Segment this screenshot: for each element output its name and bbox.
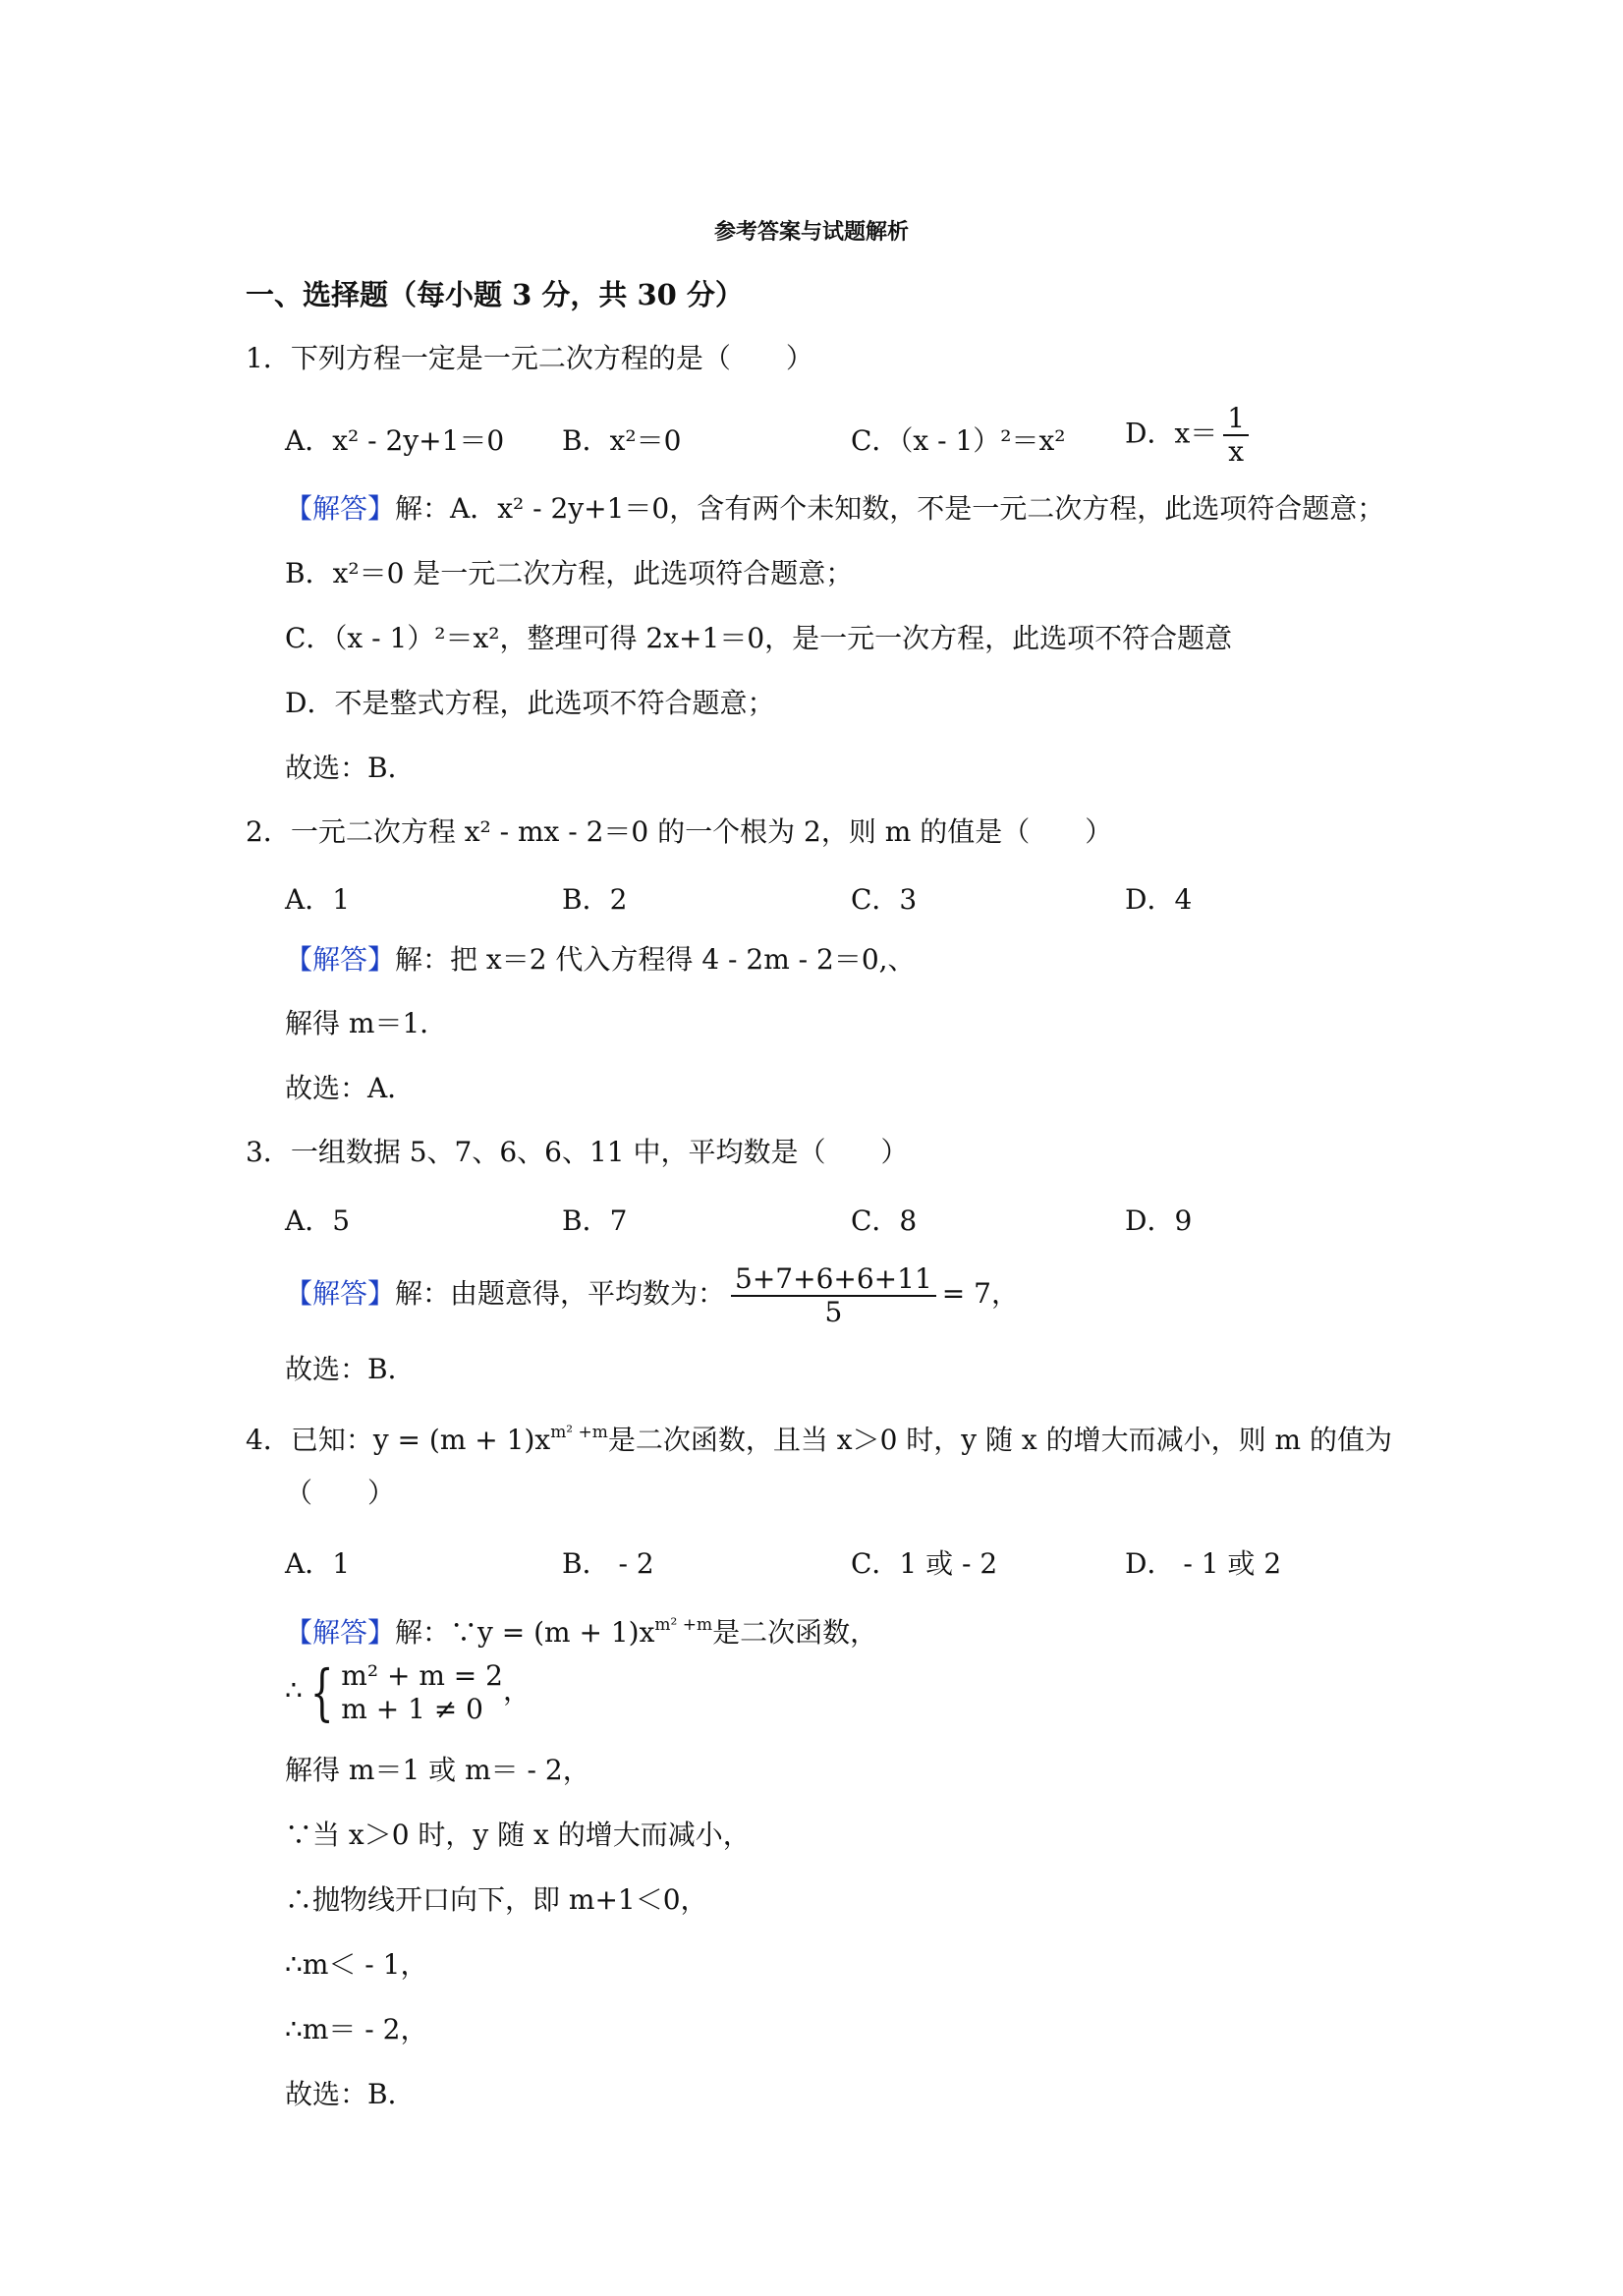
- therefore-symbol: ∴: [285, 1674, 303, 1707]
- q3-mean-fraction: [731, 1263, 936, 1328]
- solution-tag: 【解答】: [285, 1616, 396, 1649]
- q1-solution-line-2: B．x²＝0 是一元二次方程，此选项符合题意；: [285, 557, 854, 589]
- q4-answer: 故选：B．: [285, 2078, 416, 2110]
- section-heading: 一、选择题（每小题 3 分，共 30 分）: [246, 278, 744, 311]
- q3-solution-line-1: [285, 1259, 1019, 1329]
- solution-tag: 【解答】: [285, 1277, 396, 1310]
- q1-solution-line-3: C．（x - 1）²＝x²，整理可得 2x+1＝0，是一元一次方程，此选项不符合题意: [285, 622, 1233, 654]
- q4-stem-line-2: （ ）: [285, 1477, 396, 1509]
- q1-answer: 故选：B．: [285, 752, 416, 784]
- q2-stem: 2．一元二次方程 x² - mx - 2＝0 的一个根为 2，则 m 的值是（ ）: [246, 815, 1113, 848]
- q1-option-d-numerator: 1: [1223, 403, 1249, 436]
- q2-option-a: A．1: [285, 883, 351, 916]
- solution-tag: 【解答】: [285, 492, 396, 525]
- q4-solution-line-6: ∴m＜ - 1，: [285, 1948, 428, 1981]
- q1-option-d-fraction: [1223, 403, 1249, 468]
- q4-system-lines: [341, 1659, 503, 1726]
- q3-solution-prefix: 解：由题意得，平均数为：: [395, 1277, 726, 1310]
- q2-answer: 故选：A．: [285, 1072, 416, 1104]
- q4-stem-prefix: 4．已知：: [246, 1424, 373, 1456]
- q4-option-a: A．1: [285, 1547, 351, 1580]
- q3-answer: 故选：B．: [285, 1353, 416, 1385]
- q4-solution-prefix: 解：∵: [395, 1616, 478, 1649]
- q4-option-c: C．1 或 - 2: [851, 1547, 998, 1580]
- q3-option-d: D．9: [1125, 1204, 1193, 1237]
- q3-mean-numerator: 5+7+6+6+11: [731, 1263, 936, 1297]
- q4-stem-exponent: m² +m: [550, 1423, 608, 1442]
- q4-system-end: ，: [502, 1674, 531, 1707]
- q3-stem: 3．一组数据 5、7、6、6、11 中，平均数是（ ）: [246, 1136, 909, 1168]
- q3-solution-suffix: = 7，: [941, 1277, 1019, 1310]
- q2-option-c: C．3: [851, 883, 918, 916]
- q1-option-d: [1125, 403, 1255, 468]
- q1-solution-line-4: D．不是整式方程，此选项不符合题意；: [285, 687, 775, 719]
- q4-solution-formula: y = (m + 1)x: [477, 1616, 655, 1649]
- q4-solution-line-7: ∴m＝ - 2，: [285, 2013, 428, 2045]
- q2-option-d: D．4: [1125, 883, 1193, 916]
- q4-stem-suffix: 是二次函数，且当 x＞0 时，y 随 x 的增大而减小，则 m 的值为: [607, 1424, 1392, 1456]
- q4-stem-line-1: [246, 1415, 1392, 1458]
- q4-solution-exponent: m² +m: [654, 1615, 713, 1635]
- page-title: 参考答案与试题解析: [713, 219, 909, 245]
- q1-option-c: C．（x - 1）²＝x²: [851, 424, 1066, 457]
- q1-option-d-prefix: D．x＝: [1125, 417, 1218, 450]
- q1-option-d-denominator: x: [1228, 435, 1245, 468]
- q4-solution-line-5: ∴抛物线开口向下，即 m+1＜0，: [285, 1883, 708, 1916]
- q4-equation-system: [285, 1656, 531, 1726]
- q3-option-a: A．5: [285, 1204, 351, 1237]
- q3-option-b: B．7: [562, 1204, 628, 1237]
- q4-solution-line-1: [285, 1607, 877, 1651]
- q4-option-b: B． - 2: [562, 1547, 654, 1580]
- q1-solution-line-1: [285, 491, 1384, 527]
- q2-option-b: B．2: [562, 883, 628, 916]
- q4-system-eq-2: m + 1 ≠ 0: [341, 1692, 483, 1725]
- q1-solution-text-1: 解：A．x² - 2y+1＝0，含有两个未知数，不是一元二次方程，此选项符合题意；: [395, 492, 1385, 525]
- left-brace-icon: {: [309, 1655, 334, 1728]
- q1-option-b: B．x²＝0: [562, 424, 682, 457]
- q2-solution-line-2: 解得 m＝1．: [285, 1007, 448, 1039]
- q4-solution-line-3: 解得 m＝1 或 m＝ - 2，: [285, 1754, 590, 1786]
- q1-stem: 1．下列方程一定是一元二次方程的是（ ）: [246, 342, 813, 374]
- q4-system-eq-1: m² + m = 2: [341, 1658, 503, 1692]
- q4-stem-formula: y = (m + 1)x: [372, 1424, 551, 1456]
- q3-mean-denominator: 5: [824, 1295, 843, 1328]
- q3-option-c: C．8: [851, 1204, 918, 1237]
- q2-solution-text-1: 解：把 x＝2 代入方程得 4 - 2m - 2＝0,、: [395, 943, 916, 976]
- q2-solution-line-1: [285, 942, 916, 978]
- q4-solution-line-4: ∵当 x＞0 时，y 随 x 的增大而减小，: [285, 1819, 751, 1851]
- q4-solution-suffix: 是二次函数，: [712, 1616, 878, 1649]
- solution-tag: 【解答】: [285, 943, 396, 976]
- q4-option-d: D． - 1 或 2: [1125, 1547, 1282, 1580]
- q1-option-a: A．x² - 2y+1＝0: [285, 424, 505, 457]
